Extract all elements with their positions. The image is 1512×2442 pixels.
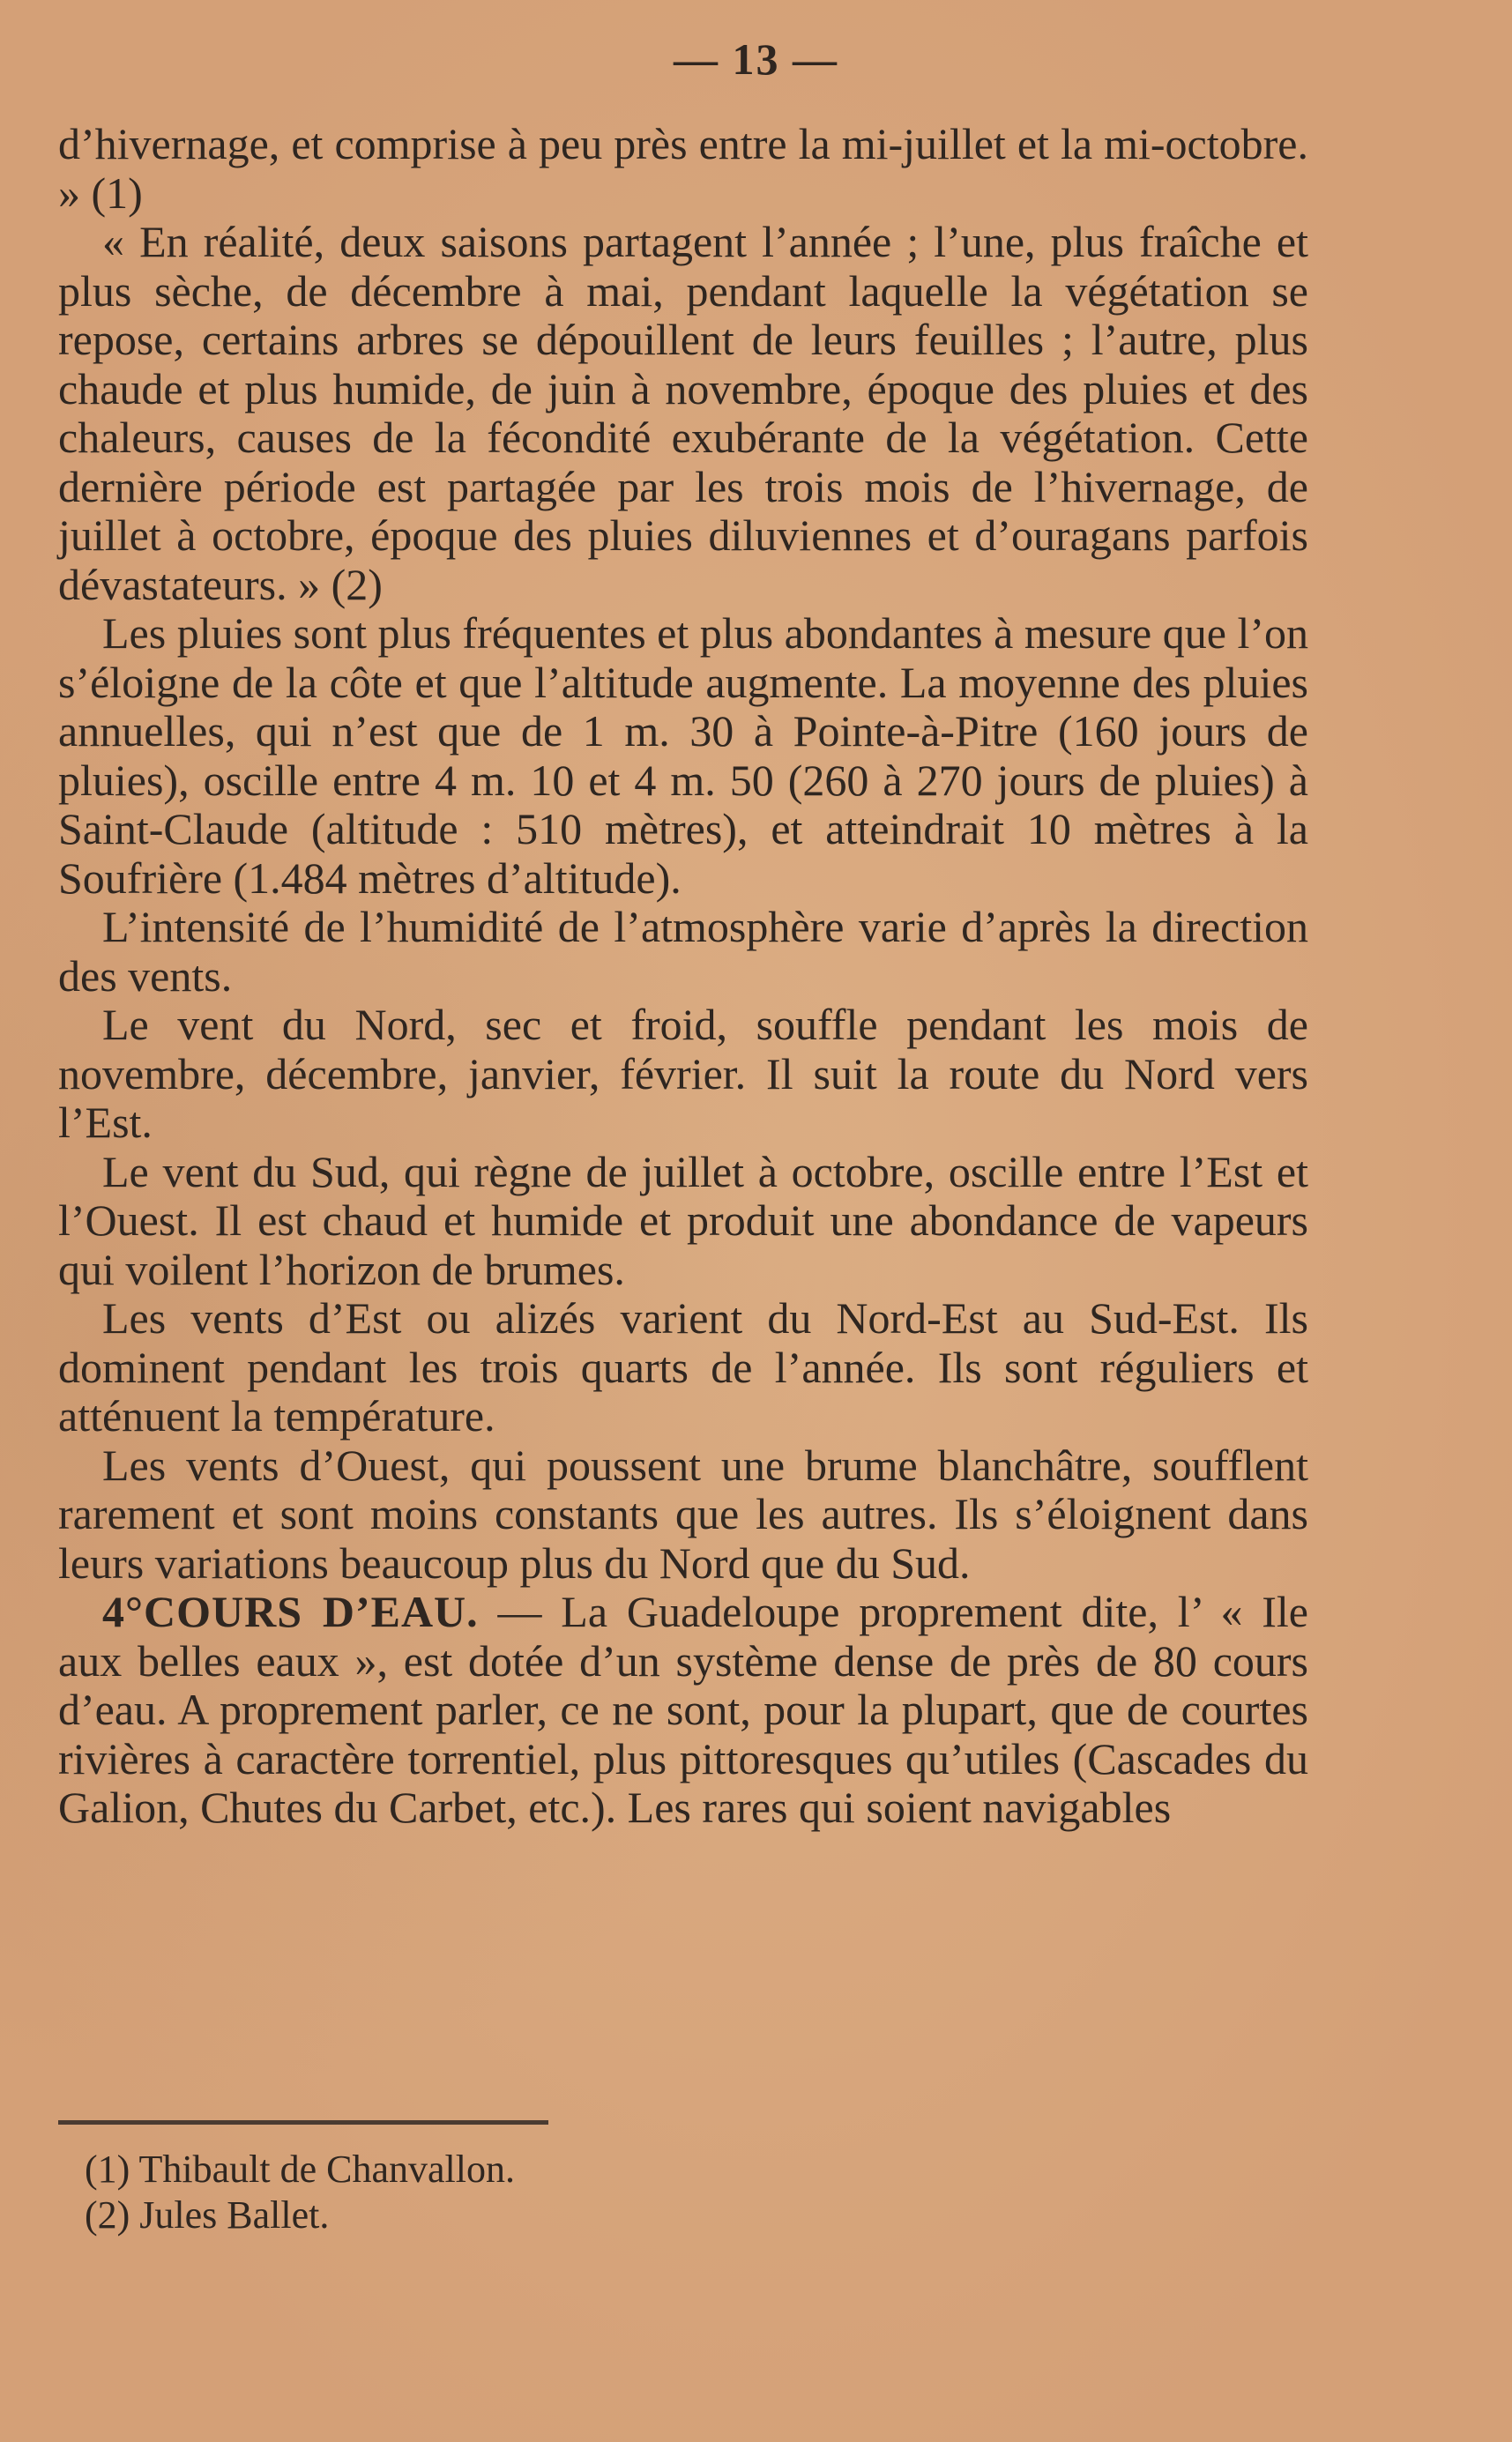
- section-number: 4°: [102, 1587, 144, 1636]
- footnote-rule: [58, 2120, 548, 2125]
- footnote: (2) Jules Ballet.: [85, 2193, 330, 2237]
- paragraph: L’intensité de l’humidité de l’atmosphère varie d’après la direction des vents.: [58, 902, 1308, 1001]
- paragraph: Le vent du Sud, qui règne de juillet à octobre, oscille entre l’Est et l’Ouest. Il est chaud et humide et produit une abondance de vapeurs qui voilent l’horizon de brumes.: [58, 1146, 1308, 1294]
- paragraph: « En réalité, deux saisons partagent l’année ; l’une, plus fraîche et plus sèche, de décembre à mai, pendant laquelle la végétation se repose, certains arbres se dépouillent de leurs feuilles ; l’autre, plus chaude et plus humide, de juin à novembre, époque des pluies et des chaleurs, causes de la fécondité exubérante de la végétation. Cette dernière période est partagée par les trois mois de l’hivernage, de juillet à octobre, époque des pluies diluviennes et d’ouragans parfois dévastateurs. » (2): [58, 217, 1308, 609]
- paragraph: Le vent du Nord, sec et froid, souffle pendant les mois de novembre, décembre, janvier, février. Il suit la route du Nord vers l’Est.: [58, 1000, 1308, 1147]
- paragraph: d’hivernage, et comprise à peu près entre la mi-juillet et la mi-octobre. » (1): [58, 119, 1308, 218]
- page-number: — 13 —: [674, 34, 838, 84]
- footnote: (1) Thibault de Chanvallon.: [85, 2148, 515, 2191]
- section-heading: COURS D’EAU.: [144, 1587, 479, 1636]
- section-dash: —: [478, 1587, 562, 1636]
- footnotes: [85, 2147, 515, 2238]
- paragraph: Les vents d’Ouest, qui poussent une brume blanchâtre, soufflent rarement et sont moins constants que les autres. Ils s’éloignent dans leurs variations beaucoup plus du Nord que du Sud.: [58, 1440, 1308, 1588]
- body-text: [58, 120, 1308, 1833]
- paragraph: Les vents d’Est ou alizés varient du Nord-Est au Sud-Est. Ils dominent pendant les trois quarts de l’année. Ils sont réguliers et atténuent la température.: [58, 1293, 1308, 1441]
- section-body: La Guadeloupe proprement dite, l’ « Ile aux belles eaux », est dotée d’un système dense de près de 80 cours d’eau. A proprement parler, ce ne sont, pour la plupart, que de courtes rivières à caractère torrentiel, plus pittoresques qu’utiles (Cascades du Galion, Chutes du Carbet, etc.). Les rares qui soient navigables: [58, 1587, 1308, 1832]
- section-paragraph: [58, 1588, 1308, 1833]
- paragraph: Les pluies sont plus fréquentes et plus abondantes à mesure que l’on s’éloigne de la côte et que l’altitude augmente. La moyenne des pluies annuelles, qui n’est que de 1 m. 30 à Pointe-à-Pitre (160 jours de pluies), oscille entre 4 m. 10 et 4 m. 50 (260 à 270 jours de pluies) à Saint-Claude (altitude : 510 mètres), et atteindrait 10 mètres à la Soufrière (1.484 mètres d’altitude).: [58, 608, 1308, 903]
